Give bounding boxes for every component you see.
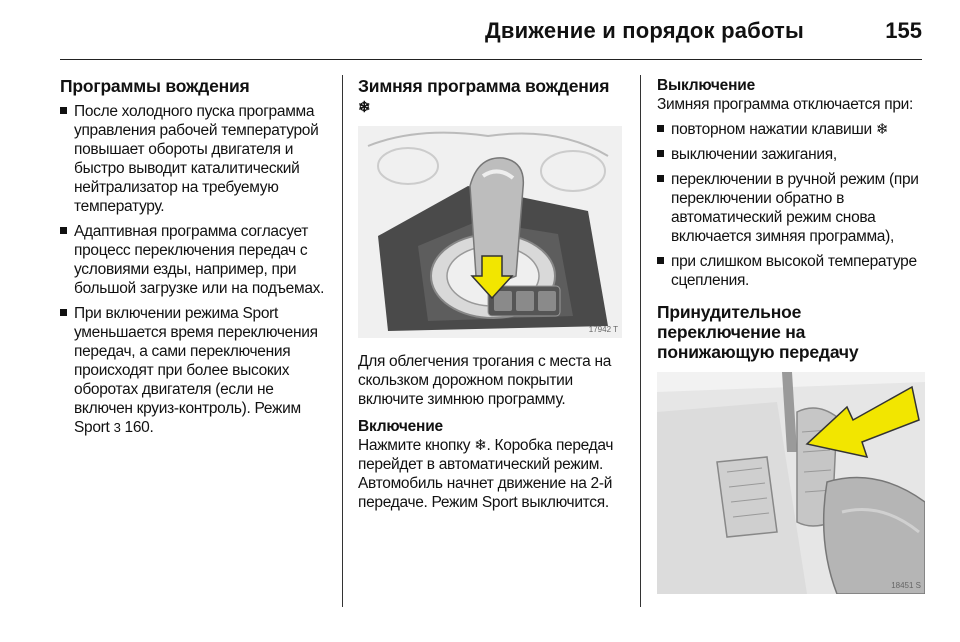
section-heading-driving-programs: Программы вождения (60, 76, 250, 96)
gear-selector-drawing (358, 126, 622, 338)
column-divider (640, 75, 641, 607)
section-heading-kickdown: Принудительное переключение на понижающую передачу (657, 302, 859, 362)
list-item: выключении зажигания, (657, 145, 925, 164)
subheading-activation: Включение (358, 418, 443, 435)
gear-selector-illustration (358, 126, 622, 338)
figure-code: 18451 S (891, 581, 921, 590)
activation-text-a: Нажмите кнопку (358, 437, 471, 454)
heading-text: Зимняя программа вождения (358, 76, 610, 96)
snowflake-icon: ❄ (875, 121, 889, 138)
list-item: После холодного пуска программа управления рабочей температурой повышает обороты двигателя и быстро выводит каталитический нейтрализатор на требуемую температуру. (60, 102, 332, 216)
winter-program-intro: Для облегчения трогания с места на скользком дорожном покрытии включите зимнюю программу. (358, 353, 612, 408)
list-item: Адаптивная программа согласует процесс переключения передач с условиями езды, например, при большой загрузке или на подъемах. (60, 222, 332, 298)
deactivation-intro: Зимняя программа отключается при: (657, 96, 914, 113)
figure-code: 17942 T (588, 325, 618, 334)
column-winter-program (358, 76, 626, 512)
column-deactivation-kickdown (657, 76, 925, 594)
pedal-kickdown-illustration (657, 372, 925, 594)
page-number: 155 (885, 18, 922, 43)
list-item-text: повторном нажатии клавиши (671, 121, 872, 138)
driving-programs-list (60, 102, 332, 437)
activation-text (358, 436, 626, 512)
list-item: переключении в ручной режим (при переключении обратно в автоматический режим снова включается зимняя программа), (657, 170, 925, 246)
page-reference-link[interactable]: 160. (124, 419, 154, 436)
snowflake-icon: ❄ (358, 99, 371, 116)
column-divider (342, 75, 343, 607)
deactivation-list (657, 120, 925, 290)
list-item-text: При включении режима Sport уменьшается время переключения передач, а сами переключения происходят при более высоких оборотах двигателя (если не включен круиз-контроль). Режим Sport (74, 305, 318, 436)
page-header (60, 10, 922, 60)
snowflake-icon: ❄ (474, 437, 487, 454)
list-item (657, 120, 925, 139)
section-heading-winter-program (358, 76, 626, 118)
chapter-title: Движение и порядок работы (484, 18, 804, 43)
column-driving-programs (60, 76, 332, 437)
pedal-drawing (657, 372, 925, 594)
list-item: при слишком высокой температуре сцепления. (657, 252, 925, 290)
subheading-deactivation: Выключение (657, 77, 756, 94)
page-reference-arrow-icon: 3 (113, 420, 121, 435)
list-item (60, 304, 332, 437)
activation-text-b: . Коробка передач перейдет в автоматический режим. Автомобиль начнет движение на 2-й передаче. Режим Sport выключится. (358, 437, 614, 511)
